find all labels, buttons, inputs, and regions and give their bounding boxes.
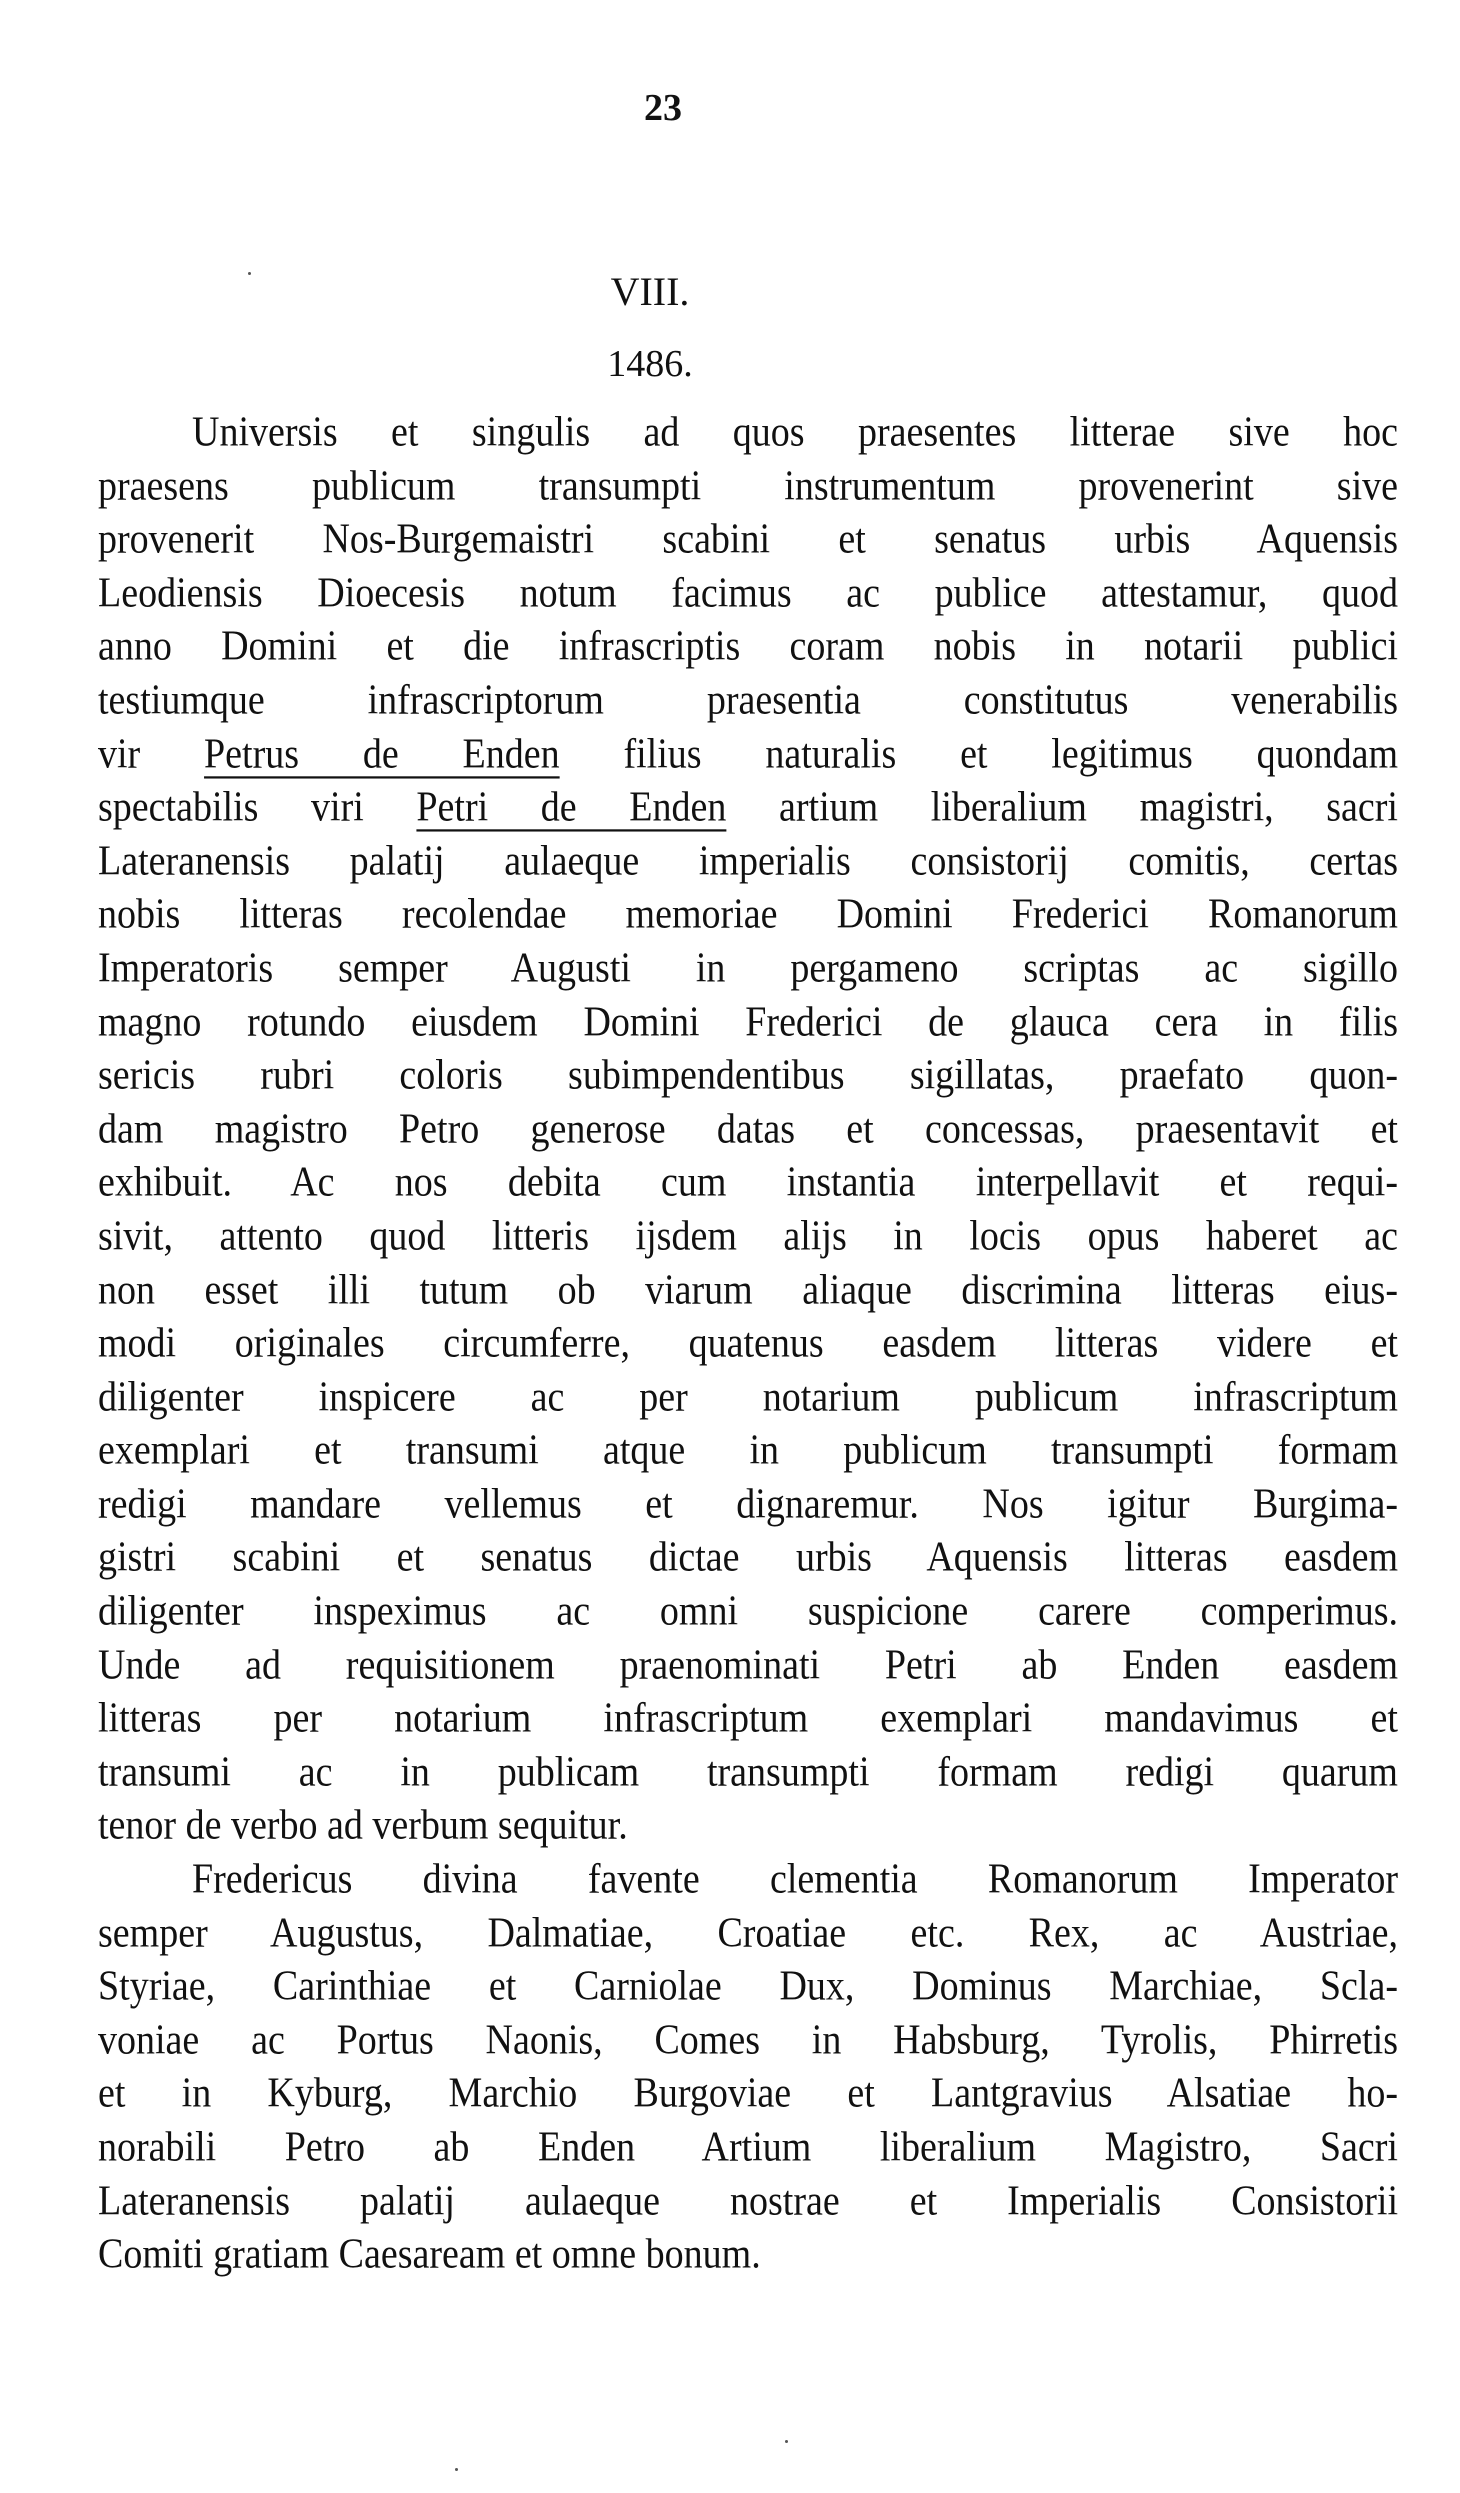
- body-text: [98, 406, 1398, 2282]
- document-year: 1486.: [607, 343, 693, 385]
- text-line: vir Petrus de Enden filius naturalis et legitimus quondam: [98, 729, 1398, 777]
- text-line: norabili Petro ab Enden Artium liberalium Magistro, Sacri: [98, 2123, 1398, 2171]
- text-line: Imperatoris semper Augusti in pergameno scriptas ac sigillo: [98, 944, 1398, 992]
- text-line: Comiti gratiam Caesaream et omne bonum.: [98, 2230, 761, 2278]
- text-line: modi originales circumferre, quatenus easdem litteras videre et: [98, 1319, 1398, 1367]
- text-line: dam magistro Petro generose datas et concessas, praesentavit et: [98, 1105, 1398, 1153]
- text-line: non esset illi tutum ob viarum aliaque discrimina litteras eius-: [98, 1265, 1398, 1313]
- text-line: Lateranensis palatij aulaeque imperialis consistorij comitis, certas: [98, 837, 1398, 885]
- text-line: Fredericus divina favente clementia Romanorum Imperator: [192, 1855, 1398, 1903]
- underlined-name: Petri de Enden: [416, 783, 727, 831]
- text-line: sivit, attento quod litteris ijsdem alijs in locis opus haberet ac: [98, 1212, 1398, 1260]
- text-line: transumi ac in publicam transumpti formam redigi quarum: [98, 1748, 1398, 1796]
- text-line: litteras per notarium infrascriptum exemplari mandavimus et: [98, 1694, 1398, 1742]
- text-line: anno Domini et die infrascriptis coram nobis in notarii publici: [98, 622, 1398, 670]
- text-line: semper Augustus, Dalmatiae, Croatiae etc. Rex, ac Austriae,: [98, 1909, 1398, 1957]
- paragraph: [98, 406, 1398, 1853]
- section-title: VIII.: [610, 269, 690, 314]
- text-line: et in Kyburg, Marchio Burgoviae et Lantgravius Alsatiae ho-: [98, 2069, 1398, 2117]
- text-line: praesens publicum transumpti instrumentum provenerint sive: [98, 461, 1398, 510]
- scan-speck: [248, 272, 251, 275]
- text-line: diligenter inspicere ac per notarium publicum infrascriptum: [98, 1373, 1398, 1421]
- text-line: spectabilis viri Petri de Enden artium liberalium magistri, sacri: [98, 783, 1398, 831]
- text-line: voniae ac Portus Naonis, Comes in Habsburg, Tyrolis, Phirretis: [98, 2016, 1398, 2064]
- page-number: 23: [644, 87, 682, 129]
- text-line: redigi mandare vellemus et dignaremur. Nos igitur Burgima-: [98, 1480, 1398, 1528]
- text-line: exemplari et transumi atque in publicum transumpti formam: [98, 1426, 1398, 1474]
- text-line: nobis litteras recolendae memoriae Domini Frederici Romanorum: [98, 890, 1398, 938]
- text-line: tenor de verbo ad verbum sequitur.: [98, 1801, 628, 1849]
- scan-speck: [455, 2468, 458, 2471]
- text-line: gistri scabini et senatus dictae urbis Aquensis litteras easdem: [98, 1533, 1398, 1581]
- text-line: Universis et singulis ad quos praesentes litterae sive hoc: [192, 408, 1398, 456]
- text-line: Lateranensis palatij aulaeque nostrae et Imperialis Consistorii: [98, 2176, 1398, 2225]
- text-line: sericis rubri coloris subimpendentibus sigillatas, praefato quon-: [98, 1051, 1398, 1099]
- text-line: exhibuit. Ac nos debita cum instantia interpellavit et requi-: [98, 1158, 1398, 1206]
- text-line: Unde ad requisitionem praenominati Petri ab Enden easdem: [98, 1641, 1398, 1689]
- text-line: testiumque infrascriptorum praesentia constitutus venerabilis: [98, 676, 1398, 724]
- text-line: diligenter inspeximus ac omni suspicione carere comperimus.: [98, 1587, 1398, 1635]
- text-line: Leodiensis Dioecesis notum facimus ac publice attestamur, quod: [98, 569, 1398, 617]
- paragraph: [98, 1853, 1398, 2282]
- underlined-name: Petrus de Enden: [204, 729, 560, 777]
- text-line: Styriae, Carinthiae et Carniolae Dux, Dominus Marchiae, Scla-: [98, 1962, 1398, 2010]
- scan-speck: [785, 2440, 788, 2443]
- text-line: magno rotundo eiusdem Domini Frederici de glauca cera in filis: [98, 997, 1398, 1045]
- text-line: provenerit Nos-Burgemaistri scabini et senatus urbis Aquensis: [98, 515, 1398, 563]
